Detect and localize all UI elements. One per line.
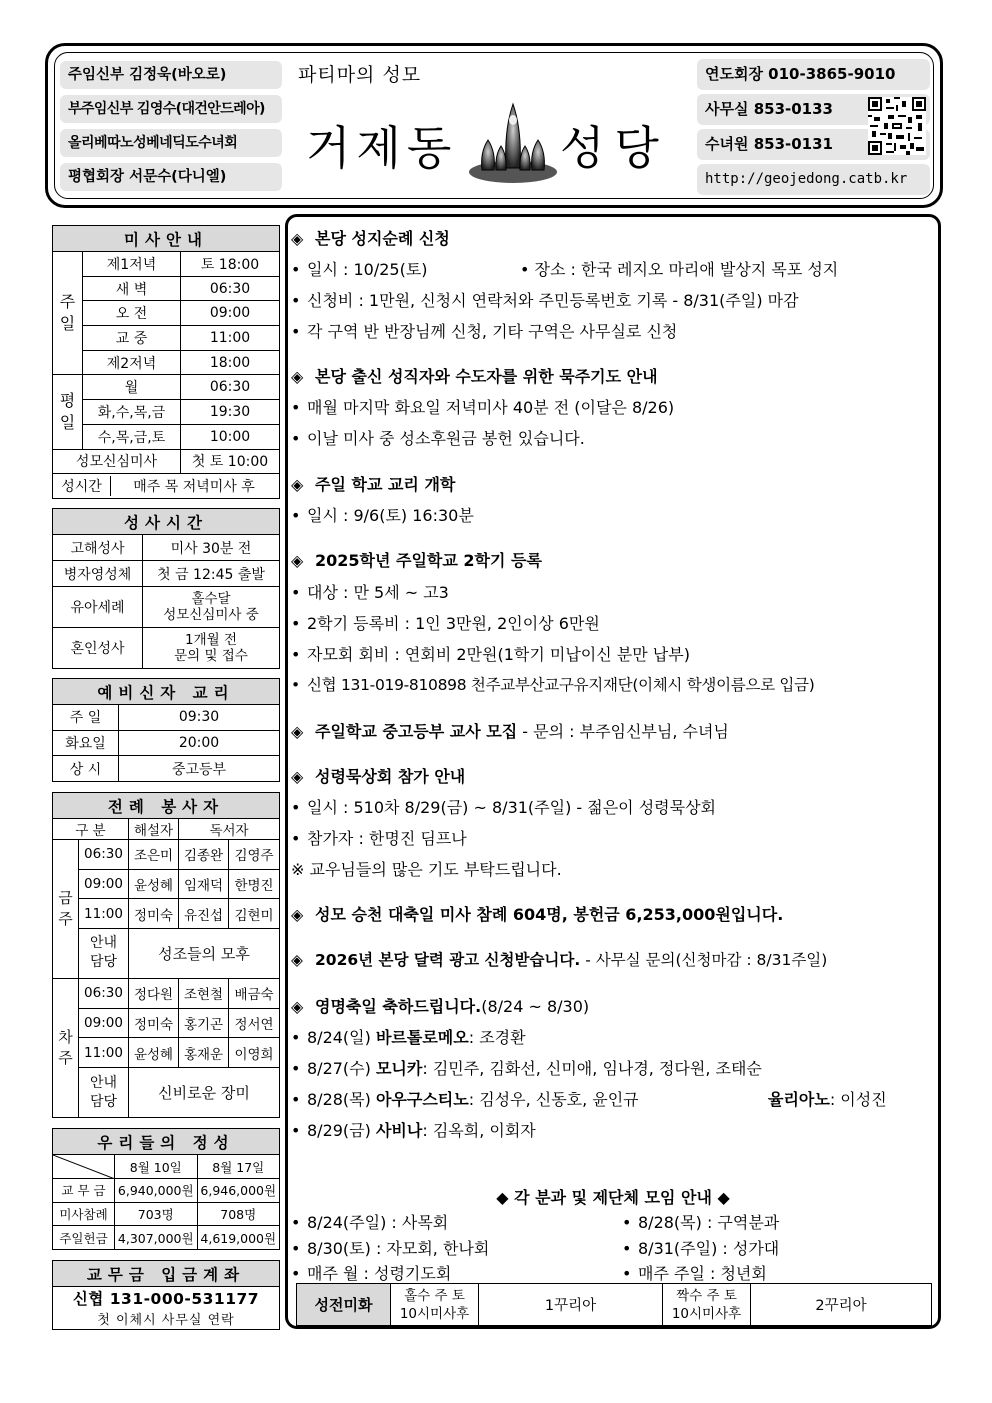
liturgy-time: 06:30 [79, 840, 129, 870]
bullet-icon: • [291, 614, 301, 633]
bullet-icon: • [291, 1059, 301, 1078]
offerings-row-label: 미사참례 [53, 1202, 115, 1226]
liturgy-time: 06:30 [79, 978, 129, 1008]
diamond-bullet-icon: ◈ [291, 997, 304, 1016]
guide-label: 안내담당 [79, 1068, 129, 1118]
sacrament-name: 혼인성사 [53, 628, 143, 669]
bullet-icon: • [622, 1264, 632, 1283]
liturgy-time: 11:00 [79, 899, 129, 929]
liturgy-commentator: 정다원 [129, 978, 179, 1008]
parish-title-right: 성당 [560, 121, 669, 175]
bullet-icon: • [291, 398, 301, 417]
bullet-icon: • [291, 429, 301, 448]
diamond-bullet-icon: ◈ [291, 551, 304, 570]
mass-schedule-table [52, 225, 280, 499]
liturgy-time: 09:00 [79, 1008, 129, 1038]
mass-time: 06:30 [181, 276, 280, 301]
catechumen-day: 주 일 [53, 705, 119, 731]
liturgy-reader: 홍재운 [179, 1038, 229, 1068]
mass-name: 교 중 [83, 326, 181, 351]
bullet-icon: • [291, 1239, 301, 1258]
meeting-line: • 매주 주일 : 청년회 [622, 1264, 767, 1283]
bullet-icon: • [291, 676, 300, 694]
notice-line: • 매월 마지막 화요일 저녁미사 40분 전 (이달은 8/26) [291, 398, 675, 417]
mass-name: 제1저녁 [83, 252, 181, 277]
bullet-icon: • [291, 1090, 301, 1109]
catechumen-day: 상 시 [53, 756, 119, 782]
notice-title: ◈ 영명축일 축하드립니다.(8/24 ~ 8/30) [291, 997, 590, 1016]
liturgy-reader: 정서연 [229, 1008, 280, 1038]
sacraments-table [52, 508, 280, 669]
weekday-label: 평일 [53, 375, 83, 449]
feast-line: • 8/28(목) 아우구스티노: 김성우, 신동호, 윤인규 [291, 1090, 639, 1109]
notice-line: • 대상 : 만 5세 ~ 고3 [291, 583, 449, 602]
sacraments-title: 성사시간 [53, 509, 280, 535]
flower-even-value: 2꾸리아 [751, 1284, 932, 1326]
account-note: 첫 이체시 사무실 연락 [53, 1309, 280, 1329]
account-table [52, 1260, 280, 1330]
parish-title-left: 거제동 [306, 121, 458, 175]
sacrament-value: 미사 30분 전 [143, 535, 280, 561]
liturgy-time: 09:00 [79, 869, 129, 899]
liturgy-reader: 이영희 [229, 1038, 280, 1068]
notice-title: ◈ 본당 성지순례 신청 [291, 229, 450, 248]
notice-title: ◈ 주일 학교 교리 개학 [291, 475, 456, 494]
meeting-line: • 8/24(주일) : 사목회 [291, 1213, 449, 1232]
account-title: 교무금 입금계좌 [53, 1261, 280, 1287]
notice-line: • 이날 미사 중 성소후원금 봉헌 있습니다. [291, 429, 585, 448]
bullet-icon: • [291, 583, 301, 602]
liturgy-time: 11:00 [79, 1038, 129, 1068]
notice-title: ◈ 본당 출신 성직자와 수도자를 위한 묵주기도 안내 [291, 367, 658, 386]
parish-logo-icon [468, 100, 558, 186]
liturgy-col-reader: 독서자 [179, 819, 280, 840]
notice-line: • 일시 : 9/6(토) 16:30분 [291, 506, 474, 525]
notice-title: ◈ 성령묵상회 참가 안내 [291, 767, 466, 786]
liturgy-col-commentator: 해설자 [129, 819, 179, 840]
diamond-bullet-icon: ◈ [291, 722, 304, 741]
website-link[interactable]: http://geojedong.catb.kr [697, 164, 930, 195]
mass-name: 제2저녁 [83, 350, 181, 375]
notice-line: • 2학기 등록비 : 1인 3만원, 2인이상 6만원 [291, 614, 600, 633]
diamond-bullet-icon: ◈ [291, 229, 304, 248]
bullet-icon: • [291, 1213, 301, 1232]
this-week-label: 금주 [53, 840, 79, 979]
offerings-corner [53, 1155, 115, 1179]
liturgy-reader: 배금숙 [229, 978, 280, 1008]
mass-time: 18:00 [181, 350, 280, 375]
bullet-icon: • [291, 322, 301, 341]
bullet-icon: • [291, 829, 301, 848]
catechumen-time: 20:00 [119, 730, 280, 756]
liturgy-commentator: 정미숙 [129, 1008, 179, 1038]
liturgy-reader: 김현미 [229, 899, 280, 929]
flower-duty-table [296, 1283, 932, 1326]
feast-line: • 8/24(일) 바르톨로메오: 조경환 [291, 1028, 526, 1047]
council-president-label: 평협회장 서문수(다니엘) [60, 163, 282, 191]
account-number: 신협 131-000-531177 [53, 1287, 280, 1310]
mass-name: 수,목,금,토 [83, 424, 181, 449]
meetings-title: ◆ 각 분과 및 제단체 모임 안내 ◆ [496, 1188, 730, 1207]
liturgy-title: 전례 봉사자 [53, 793, 280, 819]
liturgy-col-group: 구 분 [53, 819, 129, 840]
year-president-contact: 연도회장 010-3865-9010 [697, 59, 930, 90]
offerings-col: 8월 10일 [115, 1155, 198, 1179]
flower-even-label: 짝수 주 토 10시미사후 [663, 1284, 751, 1326]
diamond-bullet-icon: ◈ [291, 475, 304, 494]
offerings-row-label: 주일헌금 [53, 1226, 115, 1250]
adoration-row [53, 474, 280, 499]
catechumen-day: 화요일 [53, 730, 119, 756]
diamond-bullet-icon: ◈ [291, 951, 303, 969]
heart-mass-time: 첫 토 10:00 [181, 449, 280, 474]
diamond-bullet-icon: ◈ [291, 767, 304, 786]
notice-line: • 참가자 : 한명진 딤프나 [291, 829, 467, 848]
offerings-col: 8월 17일 [197, 1155, 280, 1179]
offerings-value: 4,619,000원 [197, 1226, 280, 1250]
mass-time: 토 18:00 [181, 252, 280, 277]
bullet-icon: • [622, 1213, 632, 1232]
flower-odd-value: 1꾸리아 [479, 1284, 663, 1326]
notice-line: • 일시 : 10/25(토) [291, 260, 428, 279]
bullet-icon: • [291, 506, 301, 525]
feast-line: • 8/27(수) 모니카: 김민주, 김화선, 신미애, 임나경, 정다원, 조태순 [291, 1059, 762, 1078]
liturgy-reader: 유진섭 [179, 899, 229, 929]
liturgy-reader: 홍기곤 [179, 1008, 229, 1038]
liturgy-reader: 임재덕 [179, 869, 229, 899]
catechumen-title: 예비신자 교리 [53, 679, 280, 705]
this-week-guide: 성조들의 모후 [129, 928, 280, 978]
next-week-guide: 신비로운 장미 [129, 1068, 280, 1118]
parish-subtitle: 파티마의 성모 [298, 64, 422, 86]
notice-line: • 일시 : 510차 8/29(금) ~ 8/31(주일) - 젊은이 성령묵상회 [291, 798, 717, 817]
sacrament-name: 고해성사 [53, 535, 143, 561]
office-contact: 사무실 853-0133 [697, 94, 930, 125]
catechumen-time: 09:30 [119, 705, 280, 731]
feast-line: • 8/29(금) 사비나: 김옥희, 이회자 [291, 1121, 536, 1140]
notice-line: ※ 교우님들의 많은 기도 부탁드립니다. [291, 860, 562, 879]
offerings-row-label: 교 무 금 [53, 1179, 115, 1203]
diamond-bullet-icon: ◈ [291, 367, 304, 386]
liturgy-commentator: 조은미 [129, 840, 179, 870]
sacrament-name: 병자영성체 [53, 561, 143, 587]
bullet-icon: • [291, 291, 301, 310]
feast-line-extra: 율리아노: 이성진 [768, 1090, 887, 1109]
assistant-pastor-label: 부주임신부 김영수(대건안드레아) [60, 95, 282, 123]
catechumen-table [52, 678, 280, 782]
diamond-bullet-icon: ◈ [291, 905, 304, 924]
offerings-title: 우리들의 정성 [53, 1129, 280, 1155]
sacrament-value: 첫 금 12:45 출발 [143, 561, 280, 587]
next-week-label: 차주 [53, 978, 79, 1117]
offerings-value: 4,307,000원 [115, 1226, 198, 1250]
mass-name: 새 벽 [83, 276, 181, 301]
notice-line: • 장소 : 한국 레지오 마리애 발상지 목포 성지 [520, 260, 839, 279]
sacrament-name: 유아세례 [53, 587, 143, 628]
convent-contact: 수녀원 853-0131 [697, 129, 930, 160]
liturgy-commentator: 윤성혜 [129, 869, 179, 899]
offerings-value: 6,946,000원 [197, 1179, 280, 1203]
adoration-label: 성시간 [53, 476, 111, 496]
guide-label: 안내담당 [79, 928, 129, 978]
mass-schedule-title: 미사안내 [53, 226, 280, 252]
meeting-line: • 8/28(목) : 구역분과 [622, 1213, 780, 1232]
flower-label: 성전미화 [297, 1284, 391, 1326]
liturgy-table [52, 792, 280, 1118]
notice-line: • 각 구역 반 반장님께 신청, 기타 구역은 사무실로 신청 [291, 322, 678, 341]
bullet-icon: • [291, 798, 301, 817]
liturgy-reader: 김영주 [229, 840, 280, 870]
notice-line: • 신협 131-019-810898 천주교부산교구유지재단(이체시 학생이름으로 입금) [291, 676, 815, 694]
mass-time: 19:30 [181, 400, 280, 425]
bullet-icon: • [291, 1028, 301, 1047]
mass-time: 10:00 [181, 424, 280, 449]
notice-title: ◈ 2026년 본당 달력 광고 신청받습니다. - 사무실 문의(신청마감 : 8/31주일) [291, 951, 828, 969]
bullet-icon: • [622, 1239, 632, 1258]
meeting-line: • 8/31(주일) : 성가대 [622, 1239, 780, 1258]
flower-odd-label: 홀수 주 토 10시미사후 [391, 1284, 479, 1326]
notice-title: ◈ 2025학년 주일학교 2학기 등록 [291, 551, 542, 570]
diagonal-line-icon [53, 1155, 115, 1179]
meeting-line: • 매주 월 : 성령기도회 [291, 1264, 452, 1283]
liturgy-reader: 김종완 [179, 840, 229, 870]
adoration-time: 매주 목 저녁미사 후 [133, 479, 255, 496]
sisters-label: 올리베따노성베네딕도수녀회 [60, 129, 282, 157]
bullet-icon: • [291, 645, 301, 664]
mass-time: 06:30 [181, 375, 280, 400]
offerings-value: 708명 [197, 1202, 280, 1226]
mass-time: 11:00 [181, 326, 280, 351]
notice-title: ◈ 성모 승천 대축일 미사 참례 604명, 봉헌금 6,253,000원입니다. [291, 905, 784, 924]
liturgy-reader: 조현철 [179, 978, 229, 1008]
sacrament-value: 홀수달 성모신심미사 중 [143, 587, 280, 628]
offerings-table [52, 1128, 280, 1250]
sunday-label: 주일 [53, 252, 83, 375]
offerings-value: 6,940,000원 [115, 1179, 198, 1203]
bullet-icon: • [291, 260, 301, 279]
notice-line: • 신청비 : 1만원, 신청시 연락처와 주민등록번호 기록 - 8/31(주일) 마감 [291, 291, 799, 310]
mass-name: 화,수,목,금 [83, 400, 181, 425]
sacrament-value: 1개월 전 문의 및 접수 [143, 628, 280, 669]
heart-mass-label: 성모신심미사 [53, 449, 181, 474]
catechumen-time: 중고등부 [119, 756, 280, 782]
pastor-label: 주임신부 김정욱(바오로) [60, 61, 282, 89]
mass-name: 월 [83, 375, 181, 400]
liturgy-commentator: 정미숙 [129, 899, 179, 929]
meeting-line: • 8/30(토) : 자모회, 한나회 [291, 1239, 490, 1258]
bullet-icon: • [291, 1264, 301, 1283]
notice-title: ◈ 주일학교 중고등부 교사 모집 - 문의 : 부주임신부님, 수녀님 [291, 722, 729, 741]
qr-code-icon[interactable] [868, 97, 926, 155]
liturgy-commentator: 윤성혜 [129, 1038, 179, 1068]
offerings-value: 703명 [115, 1202, 198, 1226]
mass-time: 09:00 [181, 301, 280, 326]
mass-name: 오 전 [83, 301, 181, 326]
notice-line: • 자모회 회비 : 연회비 2만원(1학기 미납이신 분만 납부) [291, 645, 690, 664]
bullet-icon: • [291, 1121, 301, 1140]
liturgy-reader: 한명진 [229, 869, 280, 899]
